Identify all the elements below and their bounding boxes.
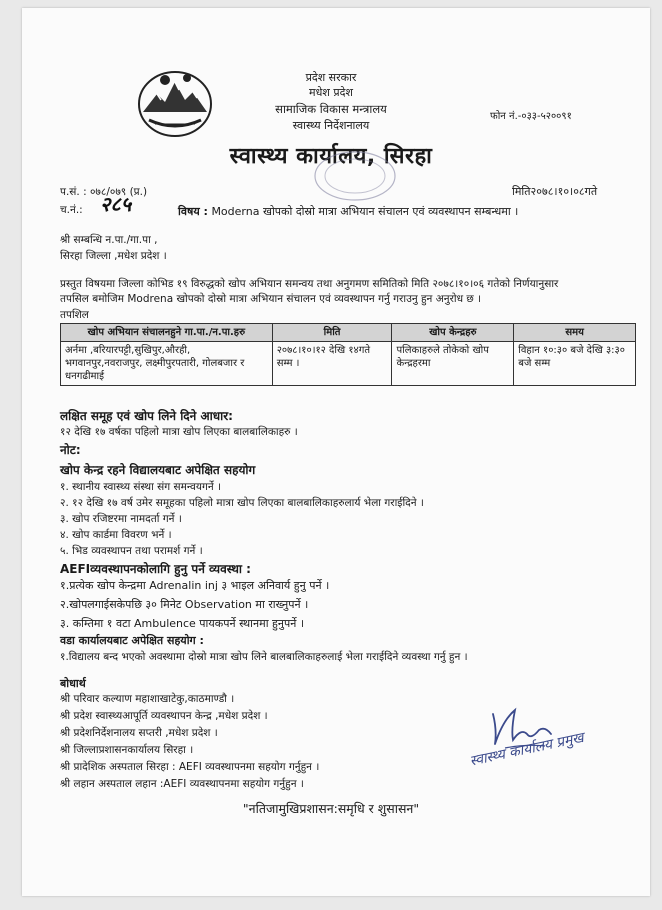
schedule-table — [60, 323, 636, 386]
list-item: २. १२ देखि १७ वर्ष उमेर समूहका पहिलो मात्रा खोप लिएका बालबालिकाहरुलार्य भेला गराईदिने । — [60, 497, 424, 509]
cc-item: श्री प्रादेशिक अस्पताल सिरहा : AEFI व्यवस्थापनमा सहयोग गर्नुहुन । — [60, 761, 320, 773]
target-text: १२ देखि १७ वर्षका पहिलो मात्रा खोप लिएका बालबालिकाहरु । — [60, 426, 298, 438]
school-section-heading: खोप केन्द्र रहने विद्यालयबाट अपेक्षित सहयोग — [60, 463, 256, 477]
office-stamp-icon — [310, 148, 400, 203]
table-row — [61, 342, 636, 386]
table-header-cell: खोप केन्द्रहरु — [392, 324, 514, 342]
patra-sankhya: प.सं. : ०७८/०७९ (प्र.) — [60, 186, 148, 198]
list-item: १.विद्यालय बन्द भएको अवस्थामा दोस्रो मात्रा खोप लिने बालबालिकाहरुलाई भेला गराईदिने व्यवस्था गर्नु हुन । — [60, 651, 468, 663]
letterhead-ministry: सामाजिक विकास मन्त्रालय — [275, 102, 387, 116]
table-cell-municipalities: अर्नमा ,बरियारपट्टी,सुखिपुर,औरही, भगवानपुर,नवराजपुर, लक्ष्मीपुरपतारी, गोलबजार र धनगढीमाई — [61, 342, 273, 386]
tapsil-label: तपशिल — [60, 309, 89, 321]
table-header-cell: मिति — [272, 324, 392, 342]
table-header-cell: समय — [514, 324, 636, 342]
motto: "नतिजामुखिप्रशासन:समृधि र शुसासन" — [242, 801, 420, 816]
table-header-cell: खोप अभियान संचालनहुने गा.पा./न.पा.हरु — [61, 324, 273, 342]
body-paragraph-line-1: प्रस्तुत विषयमा जिल्ला कोभिड १९ विरुद्धको खोप अभियान समन्वय तथा अनुगमण समितिको मिति २०७८।१०।०६ गतेको निर्णयानुसार — [60, 278, 559, 290]
cc-item: श्री जिल्लाप्रशासनकार्यालय सिरहा । — [60, 744, 194, 756]
phone-number: फोन नं.-०३३-५२००९१ — [490, 111, 572, 122]
body-paragraph-line-2: तपसिल बमोजिम Modrena खोपको दोस्रो मात्रा अभियान संचालन एवं व्यवस्थापन गर्नु गराउनु हुन अनुरोध छ । — [60, 293, 482, 305]
aefi-section-heading: AEFIव्यवस्थापनकोलागि हुनु पर्ने व्यवस्था : — [60, 562, 251, 576]
subject-line — [178, 204, 518, 219]
cc-item: श्री प्रदेश स्वास्थ्यआपूर्ति व्यवस्थापन केन्द्र ,मधेश प्रदेश । — [60, 710, 268, 722]
signatory-title: स्वास्थ्य कार्यालय प्रमुख — [468, 729, 586, 770]
letterhead-province: मधेश प्रदेश — [309, 86, 353, 99]
chalani-number: २८५ — [100, 192, 132, 216]
list-item: १. स्थानीय स्वास्थ्य संस्था संग समन्वयगर्ने । — [60, 481, 221, 493]
table-cell-date: २०७८।१०।१२ देखि १४गते सम्म । — [272, 342, 392, 386]
list-item: ५. भिड व्यवस्थापन तथा परामर्श गर्ने । — [60, 545, 203, 557]
table-cell-centers: पलिकाहरुले तोकेको खोप केन्द्रहरमा — [392, 342, 514, 386]
cc-item: श्री परिवार कल्याण महाशाखाटेकु,काठमाण्डौ । — [60, 693, 235, 705]
letter-date: मिति२०७८।१०।०८गते — [512, 185, 598, 198]
note-label: नोट: — [60, 443, 81, 457]
cc-item: श्री प्रदेशनिर्देशनालय सप्तरी ,मधेश प्रदेश । — [60, 727, 218, 739]
list-item: ३. खोप रजिष्टरमा नामदर्ता गर्ने । — [60, 513, 182, 525]
list-item: ३. कम्तिमा १ वटा Ambulence पायकपर्ने स्थानमा हुनुपर्ने । — [60, 617, 305, 630]
addressee-line-1: श्री सम्बन्धि न.पा./गा.पा , — [60, 234, 158, 246]
subject-label: विषय : — [178, 205, 208, 218]
table-cell-time: विहान १०:३० बजे देखि ३:३० बजे सम्म — [514, 342, 636, 386]
subject-text: Moderna खोपको दोस्रो मात्रा अभियान संचालन एवं व्यवस्थापन सम्बन्धमा । — [211, 205, 519, 218]
letterhead-directorate: स्वास्थ्य निर्देशनालय — [292, 119, 370, 132]
letterhead-government: प्रदेश सरकार — [305, 71, 357, 84]
addressee-line-2: सिरहा जिल्ला ,मधेश प्रदेश । — [60, 250, 167, 262]
list-item: ४. खोप कार्डमा विवरण भर्ने । — [60, 529, 172, 541]
table-header-row — [61, 324, 636, 342]
target-heading: लक्षित समूह एवं खोप लिने दिने आधार: — [60, 409, 233, 423]
list-item: १.प्रत्येक खोप केन्द्रमा Adrenalin inj ३ भाइल अनिवार्य हुनु पर्ने । — [60, 579, 330, 592]
chalani-label: च.नं.: — [60, 204, 83, 216]
cc-item: श्री लहान अस्पताल लहान :AEFI व्यवस्थापनमा सहयोग गर्नुहुन । — [60, 778, 304, 790]
office-title: स्वास्थ्य कार्यालय, सिरहा — [229, 144, 433, 169]
cc-label: बोधार्थ — [60, 677, 86, 690]
list-item: २.खोपलगाईसकेपछि ३० मिनेट Observation मा राख्नुपर्ने । — [60, 598, 309, 611]
ward-section-heading: वडा कार्यालयबाट अपेक्षित सहयोग : — [60, 634, 204, 647]
